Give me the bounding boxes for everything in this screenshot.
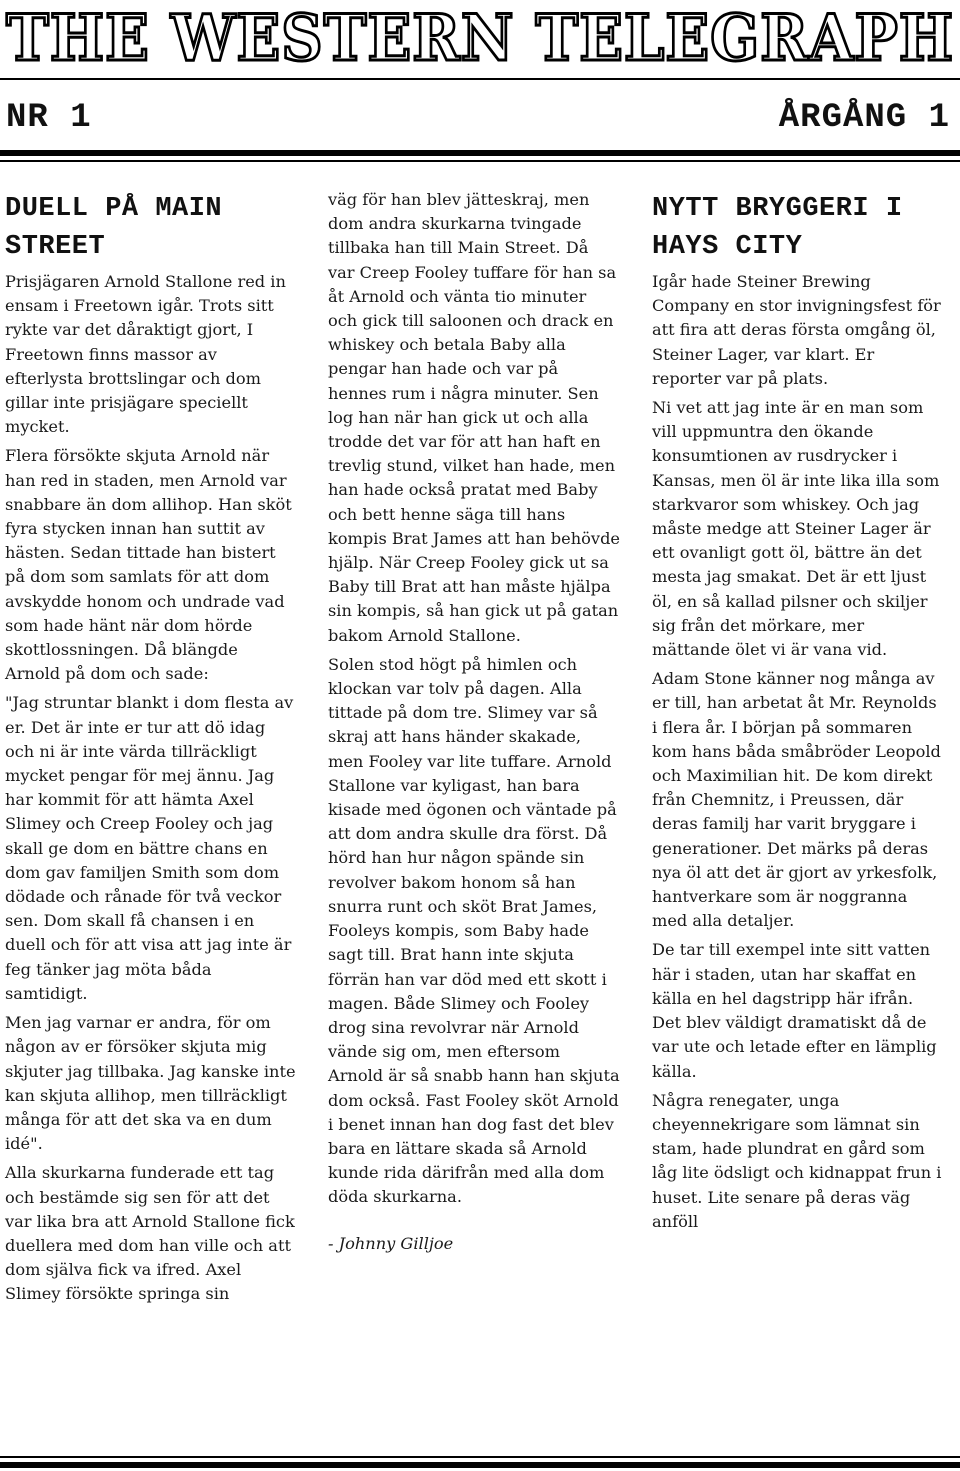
duel-signature: - Johnny Gilljoe	[328, 1233, 454, 1253]
duel-paragraph-5: Alla skurkarna funderade ett tag och bestämde sig sen för att det var lika bra att Arnold Stallone fick duellera med dom han ville och att dom själva fick va ifred. Axel Slimey försökte springa sin	[5, 1163, 295, 1304]
duel-paragraph-4: Men jag varnar er andra, för om någon av er försöker skjuta mig skjuter jag tillbaka. Jag kanske inte kan skjuta allihop, men tillräckligt många för att det ska va en dum idé".	[5, 1013, 296, 1154]
duel-paragraph-7: Solen stod högt på himlen och klockan var tolv på dagen. Alla tittade på dom tre. Slimey var så skraj att hans händer skakade, men Fooley var lite tuffare. Arnold Stallone var kyligast, han bara kisade med ögonen och väntade på att dom andra skulle dra först. Då hörd han hur någon spände sin revolver bakom honom så han snurra runt och sköt Brat James, Fooleys kompis, som Baby hade sagt till. Brat hann inte skjuta förrän han var död med ett skott i magen. Både Slimey och Fooley drog sina revolvrar när Arnold vände sig om, men eftersom Arnold är så snabb hann han skjuta dom också. Fast Fooley sköt Arnold i benet innan han dog fast det blev bara en lättare skada så Arnold kunde rida därifrån med alla dom döda skurkarna.	[328, 654, 620, 1207]
masthead	[0, 0, 960, 72]
column-3	[652, 188, 944, 1239]
brewery-paragraph-2: Ni vet att jag inte är en man som vill uppmuntra den ökande konsumtionen av rusdrycker i Kansas, men öl är inte lika illa som starkvaror som whiskey. Och jag måste medge att Steiner Lager är ett ovanligt gott öl, bättre än det mesta jag smakat. Det är ett ljust öl, en så kallad pilsner och skiljer sig från det mörkare, mer mättande ölet vi är vana vid.	[652, 398, 940, 660]
brewery-paragraph-3: Adam Stone känner nog många av er till, han arbetat åt Mr. Reynolds i flera år. I början på sommaren kom hans båda småbröder Leopold och Maximilian hit. De kom direkt från Chemnitz, i Preussen, där deras familj har varit bryggare i generationer. Det märks på deras nya öl att det är gjort av yrkesfolk, hantverkare som är noggranna med alla detaljer.	[652, 669, 941, 931]
brewery-paragraph-4: De tar till exempel inte sitt vatten här i staden, utan har skaffat en källa en hel dagstripp här ifrån. Det blev väldigt dramatiskt då de var ute och letade efter en lämplig källa.	[652, 940, 937, 1081]
column-1	[5, 188, 297, 1312]
masthead-title: THE WESTERN TELEGRAPH	[6, 1, 954, 72]
masthead-title-art	[0, 0, 960, 72]
duel-headline: DUELL PÅ MAIN STREET	[5, 194, 223, 262]
issue-volume: ÅRGÅNG 1	[778, 99, 950, 137]
footer-rule-thick	[0, 1462, 960, 1468]
brewery-paragraph-1: Igår hade Steiner Brewing Company en stor invigningsfest för att fira att deras första omgång öl, Steiner Lager, var klart. Er reporter var på plats.	[652, 272, 941, 388]
brewery-headline: NYTT BRYGGERI I HAYS CITY	[652, 194, 903, 262]
masthead-rule-top	[0, 78, 960, 80]
masthead-rule-bottom	[0, 160, 960, 162]
masthead-rule-thick	[0, 150, 960, 156]
duel-paragraph-2: Flera försökte skjuta Arnold när han red in staden, men Arnold var snabbare än dom allihop. Han sköt fyra stycken innan han suttit av hästen. Sedan tittade han bistert på dom som samlats för att dom avskydde honom och undrade vad som hade hänt när dom hörde skottlossningen. Då blängde Arnold på dom och sade:	[5, 446, 292, 684]
duel-paragraph-3: "Jag struntar blankt i dom flesta av er. Det är inte er tur att dö idag och ni är inte värda tillräckligt mycket pengar för mej ännu. Jag har kommit för att hämta Axel Slimey och Creep Fooley och jag skall ge dom en bättre chans en dom gav familjen Smith som dom dödade och rånade för två veckor sen. Dom skall få chansen i en duell och för att visa att jag inte är feg tänker jag möta båda samtidigt.	[5, 693, 294, 1003]
column-2	[328, 188, 620, 1261]
duel-paragraph-6: väg för han blev jätteskraj, men dom andra skurkarna tvingade tillbaka han till Main Street. Då var Creep Fooley tuffare för han sa åt Arnold och vänta tio minuter och gick till saloonen och drack en whiskey och betala Baby alla pengar han hade och var på hennes rum i några minuter. Sen log han när han gick ut och alla trodde det var för att han haft en trevlig stund, vilket han hade, men han hade också pratat med Baby och bett henne säga till hans kompis Brat James att han behövde hjälp. När Creep Fooley gick ut sa Baby till Brat att han måste hjälpa sin kompis, så han gick ut på gatan bakom Arnold Stallone.	[328, 190, 621, 645]
brewery-paragraph-5: Några renegater, unga cheyennekrigare som lämnat sin stam, hade plundrat en gård som låg lite ödsligt och kidnappat frun i huset. Lite senare på deras väg anföll	[652, 1090, 942, 1231]
issue-number: NR 1	[6, 99, 92, 137]
footer-rule-thin	[0, 1456, 960, 1458]
duel-paragraph-1: Prisjägaren Arnold Stallone red in ensam i Freetown igår. Trots sitt rykte var det dåraktigt gjort, I Freetown finns massor av efterlysta brottslingar och dom gillar inte prisjägare speciellt mycket.	[5, 272, 286, 437]
